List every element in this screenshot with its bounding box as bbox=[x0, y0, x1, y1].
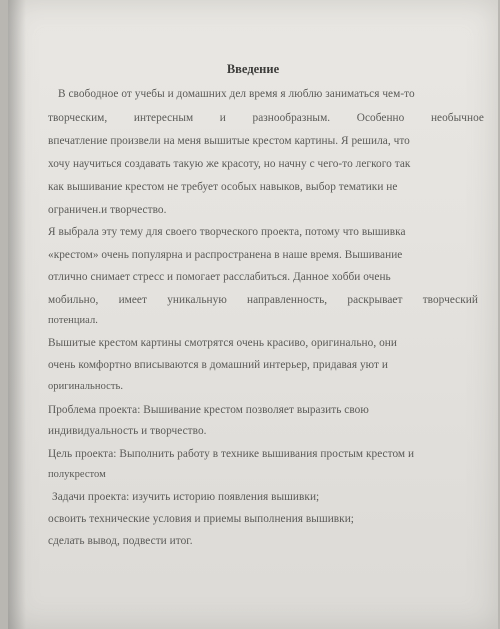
word: уникальную bbox=[167, 294, 227, 306]
word: Особенно bbox=[356, 112, 405, 124]
text-line-4: хочу научиться создавать такую же красоту, но начну с чего-то легкого так bbox=[48, 158, 411, 170]
text-line-6: ограничен.и творчество. bbox=[48, 204, 167, 216]
text-line-8: «крестом» очень популярна и распространена в наше время. Вышивание bbox=[48, 249, 403, 261]
word: раскрывает bbox=[347, 294, 403, 306]
text-line-15: Проблема проекта: Вышивание крестом позволяет выразить свою bbox=[48, 404, 369, 416]
document-page bbox=[8, 0, 498, 629]
word: мобильно, bbox=[48, 294, 99, 306]
word: интересным bbox=[133, 112, 194, 124]
text-line-20: освоить технические условия и приемы выполнения вышивки; bbox=[48, 513, 355, 525]
text-line-1: В свободное от учебы и домашних дел время я люблю заниматься чем-то bbox=[58, 88, 415, 100]
page-title: Введение bbox=[226, 62, 280, 76]
text-line-12: Вышитые крестом картины смотрятся очень красиво, оригинально, они bbox=[48, 337, 397, 349]
text-line-11: потенциал. bbox=[48, 315, 98, 326]
page-shadow bbox=[8, 0, 26, 629]
text-line-10 bbox=[48, 294, 478, 306]
text-line-21: сделать вывод, подвести итог. bbox=[48, 535, 193, 547]
text-line-17: Цель проекта: Выполнить работу в технике вышивания простым крестом и bbox=[48, 448, 415, 460]
word: и bbox=[219, 112, 226, 124]
word: творческий bbox=[422, 294, 478, 306]
text-line-9: отлично снимает стресс и помогает расслабиться. Данное хобби очень bbox=[48, 271, 391, 283]
text-line-13: очень комфортно вписываются в домашний интерьер, придавая уют и bbox=[48, 359, 388, 371]
text-line-19: Задачи проекта: изучить историю появления вышивки; bbox=[52, 491, 320, 503]
text-line-5: как вышивание крестом не требует особых навыков, выбор тематики не bbox=[48, 181, 398, 193]
text-line-3: впечатление произвели на меня вышитые крестом картины. Я решила, что bbox=[48, 135, 410, 147]
word: направленность, bbox=[247, 294, 328, 306]
word: имеет bbox=[118, 294, 147, 306]
text-line-2 bbox=[48, 112, 484, 124]
text-line-18: полукрестом bbox=[48, 469, 106, 480]
word: необычное bbox=[430, 112, 484, 124]
text-line-7: Я выбрала эту тему для своего творческого проекта, потому что вышивка bbox=[48, 226, 406, 238]
text-line-16: индивидуальность и творчество. bbox=[48, 425, 207, 437]
text-line-14: оригинальность. bbox=[48, 381, 123, 392]
word: разнообразным. bbox=[252, 112, 331, 124]
word: творческим, bbox=[48, 112, 108, 124]
